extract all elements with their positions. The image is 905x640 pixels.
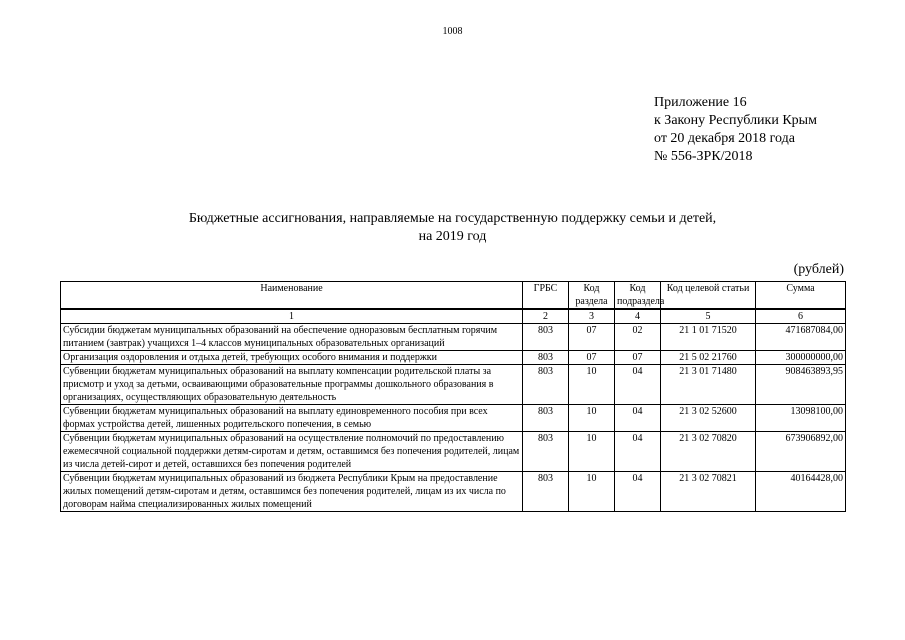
row-grbs: 803 xyxy=(523,432,569,472)
row-section: 10 xyxy=(569,365,615,405)
column-number: 3 xyxy=(569,309,615,324)
units-label: (рублей) xyxy=(793,262,844,277)
row-section: 10 xyxy=(569,472,615,512)
row-subsection: 02 xyxy=(615,324,661,351)
appendix-line-4: № 556-ЗРК/2018 xyxy=(654,149,753,164)
row-target: 21 3 02 70820 xyxy=(661,432,756,472)
appendix-line-3: от 20 декабря 2018 года xyxy=(654,131,795,146)
row-subsection: 04 xyxy=(615,405,661,432)
header-section: Код раздела xyxy=(569,282,615,310)
row-target: 21 1 01 71520 xyxy=(661,324,756,351)
row-sum: 471687084,00 xyxy=(756,324,846,351)
header-grbs: ГРБС xyxy=(523,282,569,310)
row-subsection: 04 xyxy=(615,432,661,472)
table-row xyxy=(61,432,846,472)
column-number: 4 xyxy=(615,309,661,324)
column-number: 2 xyxy=(523,309,569,324)
row-name: Субвенции бюджетам муниципальных образований из бюджета Республики Крым на предоставление жилых помещений детям-сиротам и детям, оставшимся без попечения родителей, лицам из их числа по договорам найма специализированных жилых помещений xyxy=(61,472,523,512)
page-number: 1008 xyxy=(442,26,463,37)
header-name: Наименование xyxy=(61,282,523,310)
row-subsection: 07 xyxy=(615,351,661,365)
row-target: 21 5 02 21760 xyxy=(661,351,756,365)
row-sum: 13098100,00 xyxy=(756,405,846,432)
table-row xyxy=(61,472,846,512)
row-sum: 300000000,00 xyxy=(756,351,846,365)
row-name: Субвенции бюджетам муниципальных образований на осуществление полномочий по предоставлению ежемесячной социальной поддержки детям-сиротам и детям, оставшимся без попечения родителей, лицам из числа детей-сирот и детей, оставшихся без попечения родителей xyxy=(61,432,523,472)
header-target: Код целевой статьи xyxy=(661,282,756,310)
row-target: 21 3 02 52600 xyxy=(661,405,756,432)
row-target: 21 3 02 70821 xyxy=(661,472,756,512)
row-section: 07 xyxy=(569,324,615,351)
column-number: 5 xyxy=(661,309,756,324)
table-header-row xyxy=(61,282,846,310)
row-sum: 908463893,95 xyxy=(756,365,846,405)
row-grbs: 803 xyxy=(523,365,569,405)
header-subsection: Код подраздела xyxy=(615,282,661,310)
appendix-line-1: Приложение 16 xyxy=(654,95,747,110)
row-grbs: 803 xyxy=(523,472,569,512)
row-grbs: 803 xyxy=(523,324,569,351)
row-section: 10 xyxy=(569,432,615,472)
row-subsection: 04 xyxy=(615,472,661,512)
table-row xyxy=(61,365,846,405)
row-name: Субвенции бюджетам муниципальных образований на выплату компенсации родительской платы за присмотр и уход за детьми, осваивающими образовательные программы дошкольного образования в организациях, осуществляющих образовательную деятельность xyxy=(61,365,523,405)
appendix-reference xyxy=(654,94,817,166)
table-row xyxy=(61,351,846,365)
column-number: 1 xyxy=(61,309,523,324)
row-name: Организация оздоровления и отдыха детей, требующих особого внимания и поддержки xyxy=(61,351,523,365)
table-row xyxy=(61,324,846,351)
column-number: 6 xyxy=(756,309,846,324)
column-number-row xyxy=(61,309,846,324)
budget-table xyxy=(60,281,846,512)
row-sum: 673906892,00 xyxy=(756,432,846,472)
row-section: 07 xyxy=(569,351,615,365)
title-line-2: на 2019 год xyxy=(418,229,487,244)
row-grbs: 803 xyxy=(523,405,569,432)
row-subsection: 04 xyxy=(615,365,661,405)
table-row xyxy=(61,405,846,432)
row-name: Субвенции бюджетам муниципальных образований на выплату единовременного пособия при всех формах устройства детей, лишенных родительского попечения, в семью xyxy=(61,405,523,432)
row-section: 10 xyxy=(569,405,615,432)
row-target: 21 3 01 71480 xyxy=(661,365,756,405)
row-name: Субсидии бюджетам муниципальных образований на обеспечение одноразовым бесплатным горячим питанием (завтрак) учащихся 1–4 классов муниципальных образовательных организаций xyxy=(61,324,523,351)
document-title xyxy=(0,210,905,246)
header-sum: Сумма xyxy=(756,282,846,310)
row-sum: 40164428,00 xyxy=(756,472,846,512)
appendix-line-2: к Закону Республики Крым xyxy=(654,113,817,128)
row-grbs: 803 xyxy=(523,351,569,365)
title-line-1: Бюджетные ассигнования, направляемые на государственную поддержку семьи и детей, xyxy=(188,211,717,226)
